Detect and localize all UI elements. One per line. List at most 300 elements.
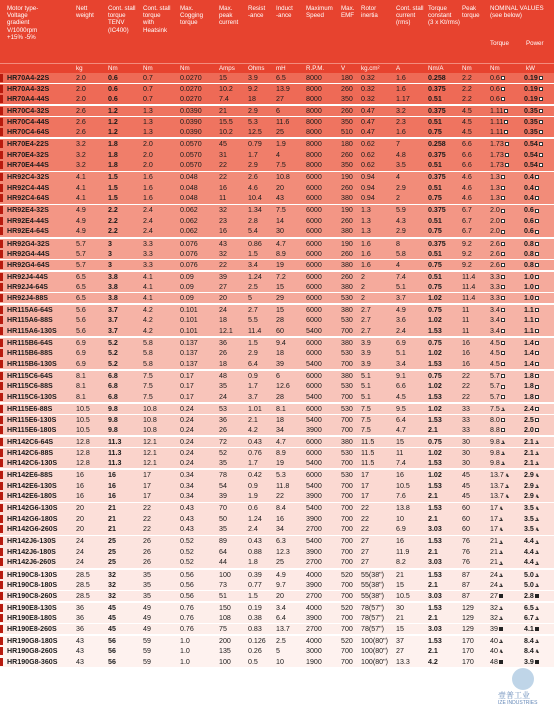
cell-text: 3.03: [428, 624, 442, 633]
row-marker: [0, 658, 3, 666]
table-row: [0, 260, 554, 270]
cell-np: [524, 315, 539, 325]
cell-t: [108, 172, 118, 182]
cell-m: [7, 272, 48, 282]
cell-kt: [428, 646, 438, 656]
cell-h: [143, 150, 153, 160]
cell-cg: [180, 117, 202, 127]
cell-text: 32: [219, 250, 227, 258]
cell-m: [7, 293, 48, 303]
cell-t: [108, 293, 118, 303]
cell-w: [76, 260, 86, 270]
cell-r: [248, 624, 262, 634]
cell-cg: [180, 381, 194, 391]
cell-kt: [428, 437, 442, 447]
cell-h: [143, 249, 153, 259]
cell-text: 43: [76, 657, 84, 666]
cell-text: 48: [490, 657, 498, 666]
cell-nt: [490, 326, 505, 336]
cell-text: 4.2: [143, 305, 153, 314]
cell-text: 5.7: [76, 239, 86, 248]
cell-l: [276, 249, 286, 259]
cell-text: 9.8: [490, 448, 500, 457]
cell-text: 1.6: [396, 74, 406, 82]
cell-text: 0.38: [248, 614, 262, 623]
cell-text: 1.53: [428, 603, 442, 612]
table-row: [0, 305, 554, 315]
header-nett-weight: Nett weight: [76, 5, 94, 20]
cell-text: 2.8: [524, 591, 534, 600]
cell-pc: [219, 359, 227, 369]
row-marker: [0, 217, 3, 225]
cell-text: 0.94: [361, 173, 375, 182]
cell-w: [76, 448, 90, 458]
cell-w: [76, 84, 86, 94]
cell-text: 0.75: [428, 194, 442, 203]
cell-text: 4.4: [524, 558, 534, 567]
cell-m: [7, 160, 49, 170]
cell-text: 530: [341, 382, 353, 391]
cell-text: HR92G4-32S: [7, 239, 50, 248]
cell-s: [306, 315, 322, 325]
cell-m: [7, 603, 57, 613]
cell-m: [7, 613, 57, 623]
cell-r: [248, 392, 258, 402]
cell-text: 5400: [306, 326, 322, 335]
cell-h: [143, 404, 157, 414]
cell-text: 2: [396, 194, 400, 203]
cell-text: 28.5: [76, 591, 90, 600]
cell-m: [7, 315, 53, 325]
cell-l: [276, 591, 284, 601]
cell-r: [248, 160, 258, 170]
cell-l: [276, 160, 286, 170]
cell-text: 2.6: [76, 128, 86, 137]
cell-text: 7.5: [490, 405, 500, 413]
cell-l: [276, 547, 290, 557]
cell-text: 260: [341, 272, 353, 281]
cell-text: 700: [341, 504, 353, 513]
header-max-speed: Maximum Speed: [306, 5, 333, 20]
cell-text: 4.2: [143, 316, 153, 325]
unit-stall-torque-heatsink: Nm: [143, 65, 153, 72]
cell-e: [341, 404, 353, 414]
cell-s: [306, 657, 322, 667]
cell-text: 4: [396, 260, 400, 269]
cell-text: 6000: [306, 338, 322, 347]
cell-text: 2.1: [524, 448, 534, 457]
cell-text: 0.101: [180, 326, 198, 335]
cell-text: 6000: [306, 260, 322, 269]
cell-r: [248, 315, 258, 325]
cell-e: [341, 437, 353, 447]
cell-l: [276, 359, 284, 369]
cell-r: [248, 216, 258, 226]
cell-sc: [396, 448, 403, 458]
square-icon: [501, 242, 505, 246]
cell-cg: [180, 646, 190, 656]
cell-e: [341, 249, 353, 259]
cell-text: 2.9: [524, 471, 534, 480]
cell-i: [361, 458, 374, 468]
cell-cg: [180, 481, 194, 491]
cell-np: [524, 73, 543, 83]
cell-kt: [428, 315, 442, 325]
cell-text: 6000: [306, 305, 322, 314]
cell-text: 6000: [306, 250, 322, 258]
cell-text: 0.26: [248, 647, 262, 656]
cell-text: 1.24: [248, 272, 262, 281]
cell-nt: [490, 580, 503, 590]
cell-nt: [490, 249, 505, 259]
cell-t: [108, 448, 121, 458]
cell-s: [306, 150, 322, 160]
cell-h: [143, 139, 153, 149]
cell-text: 6.6: [462, 140, 472, 149]
cell-text: 1.11: [490, 117, 504, 126]
cell-text: 21: [396, 570, 404, 579]
cell-text: 45: [108, 614, 116, 623]
cell-text: 11: [462, 305, 470, 314]
cell-kt: [428, 127, 442, 137]
cell-pc: [219, 94, 229, 104]
cell-text: 1.01: [248, 405, 262, 413]
cell-text: 0.7: [143, 74, 153, 82]
square-icon: [535, 407, 539, 411]
cell-text: 4.5: [462, 128, 472, 137]
cell-text: 5.2: [108, 359, 118, 368]
cell-s: [306, 239, 322, 249]
cell-text: 43: [219, 239, 227, 248]
cell-nt: [490, 216, 505, 226]
cell-pc: [219, 315, 227, 325]
cell-text: 11.3: [108, 438, 122, 447]
cell-text: 2.4: [248, 525, 258, 534]
cell-text: 180: [341, 74, 353, 82]
cell-w: [76, 139, 86, 149]
cell-i: [361, 94, 375, 104]
cell-text: 24: [490, 581, 498, 589]
cell-text: 17: [361, 492, 369, 501]
cell-text: 2700: [306, 525, 322, 534]
header-cont-stall-torque-heatsink: Cont. stall torque with Heatsink: [143, 5, 171, 34]
cell-pc: [219, 437, 227, 447]
cell-h: [143, 448, 157, 458]
cell-text: 0.32: [361, 95, 375, 103]
cell-s: [306, 338, 322, 348]
cell-l: [276, 94, 284, 104]
cell-text: 39: [219, 272, 227, 281]
cell-pc: [219, 249, 227, 259]
cell-text: 0.54: [524, 150, 538, 159]
cell-text: 4.5: [490, 338, 500, 347]
cell-sc: [396, 84, 406, 94]
cell-l: [276, 139, 286, 149]
cell-text: 1.73: [490, 150, 504, 159]
cell-cg: [180, 127, 202, 137]
cell-text: 0.048: [180, 173, 198, 182]
cell-l: [276, 172, 290, 182]
cell-nt: [490, 557, 503, 567]
cell-pc: [219, 491, 227, 501]
cell-text: 4.1: [143, 272, 153, 281]
cell-i: [361, 381, 371, 391]
cell-text: 10.2: [219, 128, 233, 137]
cell-i: [361, 657, 388, 667]
cell-pc: [219, 636, 231, 646]
cell-text: HR92C4-44S: [7, 183, 50, 192]
cell-s: [306, 536, 322, 546]
cell-r: [248, 514, 262, 524]
row-marker: [0, 173, 3, 181]
cell-r: [248, 547, 262, 557]
cell-np: [524, 557, 539, 567]
table-row: [0, 205, 554, 215]
cell-h: [143, 359, 153, 369]
cell-text: 12.1: [143, 438, 157, 447]
cell-l: [276, 73, 286, 83]
cell-text: 22: [143, 504, 151, 513]
cell-text: 0.137: [180, 349, 198, 358]
table-row: [0, 160, 554, 170]
cell-text: 49: [143, 624, 151, 633]
cell-text: 6000: [306, 239, 322, 248]
header-cont-stall-current: Cont. stall current (rms): [396, 5, 424, 27]
cell-sc: [396, 613, 404, 623]
cell-text: 32: [108, 570, 116, 579]
cell-e: [341, 359, 353, 369]
cell-text: 15: [396, 581, 404, 589]
cell-text: 11.9: [396, 547, 410, 556]
cell-t: [108, 524, 116, 534]
row-marker: [0, 482, 3, 490]
cell-text: 24: [219, 392, 227, 401]
cell-pc: [219, 348, 227, 358]
cell-nt: [490, 657, 503, 667]
cell-kt: [428, 381, 442, 391]
cell-text: 10: [276, 657, 284, 666]
cell-text: 24: [219, 305, 227, 314]
table-row: [0, 458, 554, 468]
square-icon: [501, 385, 505, 389]
square-icon: [504, 130, 508, 134]
cell-nt: [490, 106, 508, 116]
cell-m: [7, 557, 56, 567]
cell-h: [143, 94, 153, 104]
cell-text: 36: [76, 624, 84, 633]
cell-cg: [180, 172, 198, 182]
cell-text: 11.5: [361, 448, 375, 457]
cell-text: 6000: [306, 405, 322, 413]
cell-kt: [428, 260, 442, 270]
row-marker: [0, 382, 3, 390]
cell-w: [76, 127, 86, 137]
cell-text: 78(57"): [361, 603, 385, 612]
cell-e: [341, 580, 353, 590]
cell-text: 11.6: [276, 117, 290, 126]
square-icon: [505, 153, 509, 157]
cell-text: 0.6: [490, 95, 500, 103]
cell-sc: [396, 371, 406, 381]
triangle-icon: [535, 440, 539, 444]
cell-h: [143, 570, 151, 580]
square-icon: [501, 374, 505, 378]
cell-r: [248, 646, 262, 656]
cell-text: 1.02: [428, 448, 442, 457]
cell-l: [276, 326, 284, 336]
cell-text: 1.2: [108, 107, 118, 116]
cell-text: 1.0: [180, 636, 190, 645]
cell-l: [276, 603, 286, 613]
cell-i: [361, 239, 371, 249]
cell-text: 700: [341, 525, 353, 534]
cell-text: 0.24: [180, 426, 194, 434]
cell-text: 10.5: [76, 415, 90, 424]
cell-text: 3.7: [108, 326, 118, 335]
cell-sc: [396, 326, 406, 336]
cell-text: 33: [462, 426, 470, 434]
cell-sc: [396, 73, 406, 83]
cell-text: 3.4: [248, 260, 258, 269]
cell-text: 0.39: [248, 570, 262, 579]
cell-t: [108, 415, 118, 425]
cell-w: [76, 657, 84, 667]
cell-text: HR92E4-44S: [7, 216, 49, 225]
cell-text: 0.51: [428, 183, 442, 192]
cell-i: [361, 481, 369, 491]
cell-m: [7, 183, 49, 193]
cell-nt: [490, 117, 508, 127]
cell-kt: [428, 117, 442, 127]
cell-text: 1.73: [490, 161, 504, 170]
cell-e: [341, 106, 353, 116]
cell-text: 350: [341, 161, 353, 170]
cell-text: 2: [361, 272, 365, 281]
cell-text: HR70E4-22S: [7, 140, 49, 149]
cell-text: 32: [108, 591, 116, 600]
cell-text: 200: [219, 636, 231, 645]
cell-text: 1.8: [248, 558, 258, 567]
cell-r: [248, 425, 258, 435]
triangle-icon: [499, 639, 503, 643]
cell-text: 10.2: [219, 84, 233, 93]
cell-text: 6000: [306, 293, 322, 302]
cell-sc: [396, 260, 400, 270]
cell-text: 180: [341, 140, 353, 149]
cell-text: 45: [462, 492, 470, 501]
cell-s: [306, 348, 322, 358]
cell-kt: [428, 481, 442, 491]
square-icon: [501, 186, 505, 190]
cell-sc: [396, 624, 404, 634]
cell-text: 75: [219, 624, 227, 633]
cell-text: 3.3: [143, 239, 153, 248]
cell-text: 0.048: [180, 194, 198, 203]
cell-m: [7, 371, 53, 381]
cell-cg: [180, 315, 198, 325]
cell-cg: [180, 239, 198, 249]
cell-pt: [462, 437, 470, 447]
triangle-icon: [499, 550, 503, 554]
cell-np: [524, 646, 539, 656]
cell-r: [248, 536, 262, 546]
cell-r: [248, 437, 262, 447]
cell-text: 16: [462, 349, 470, 358]
cell-text: 2.7: [361, 316, 371, 325]
cell-nt: [490, 425, 505, 435]
header-peak-current: Max. peak current: [219, 5, 239, 27]
cell-nt: [490, 470, 509, 480]
cell-l: [276, 613, 286, 623]
cell-pt: [462, 193, 472, 203]
cell-text: 16: [76, 481, 84, 490]
square-icon: [501, 362, 505, 366]
cell-text: 0.24: [180, 448, 194, 457]
filled-square-icon: [499, 594, 503, 598]
cell-text: 0.24: [180, 438, 194, 447]
cell-nt: [490, 524, 503, 534]
cell-e: [341, 425, 353, 435]
cell-e: [341, 326, 353, 336]
cell-r: [248, 404, 262, 414]
triangle-icon: [499, 573, 503, 577]
cell-text: 55(38"): [361, 591, 385, 600]
cell-l: [276, 437, 286, 447]
cell-kt: [428, 547, 438, 557]
square-icon: [535, 285, 539, 289]
cell-text: 0.76: [248, 448, 262, 457]
cell-m: [7, 524, 57, 534]
cell-text: HR70E4-32S: [7, 150, 49, 159]
cell-text: 1.6: [361, 239, 371, 248]
cell-text: 380: [341, 283, 353, 292]
square-icon: [535, 186, 539, 190]
cell-pc: [219, 282, 227, 292]
square-icon: [535, 385, 539, 389]
cell-kt: [428, 305, 442, 315]
cell-text: 36: [219, 338, 227, 347]
cell-text: 1.53: [428, 326, 442, 335]
cell-text: 0.43: [180, 525, 194, 534]
table-row: [0, 481, 554, 491]
cell-s: [306, 260, 322, 270]
cell-text: 10.5: [396, 481, 410, 490]
cell-t: [108, 657, 116, 667]
cell-text: 17: [143, 471, 151, 480]
cell-sc: [396, 481, 410, 491]
cell-text: 16: [396, 537, 404, 546]
cell-nt: [490, 547, 503, 557]
cell-text: 40: [490, 647, 498, 656]
cell-m: [7, 437, 53, 447]
cell-e: [341, 415, 353, 425]
cell-text: 6.9: [76, 338, 86, 347]
cell-text: 2: [361, 283, 365, 292]
triangle-icon: [499, 616, 503, 620]
cell-nt: [490, 338, 505, 348]
cell-text: 530: [341, 349, 353, 358]
cell-text: 700: [341, 426, 353, 434]
cell-text: 2.6: [76, 107, 86, 116]
cell-text: 1.53: [428, 636, 442, 645]
cell-text: 3.4: [490, 305, 500, 314]
cell-text: 27: [276, 95, 284, 103]
cell-text: 11.4: [248, 326, 262, 335]
cell-nt: [490, 127, 508, 137]
cell-h: [143, 557, 151, 567]
cell-s: [306, 514, 322, 524]
cell-text: 5.7: [490, 392, 500, 401]
